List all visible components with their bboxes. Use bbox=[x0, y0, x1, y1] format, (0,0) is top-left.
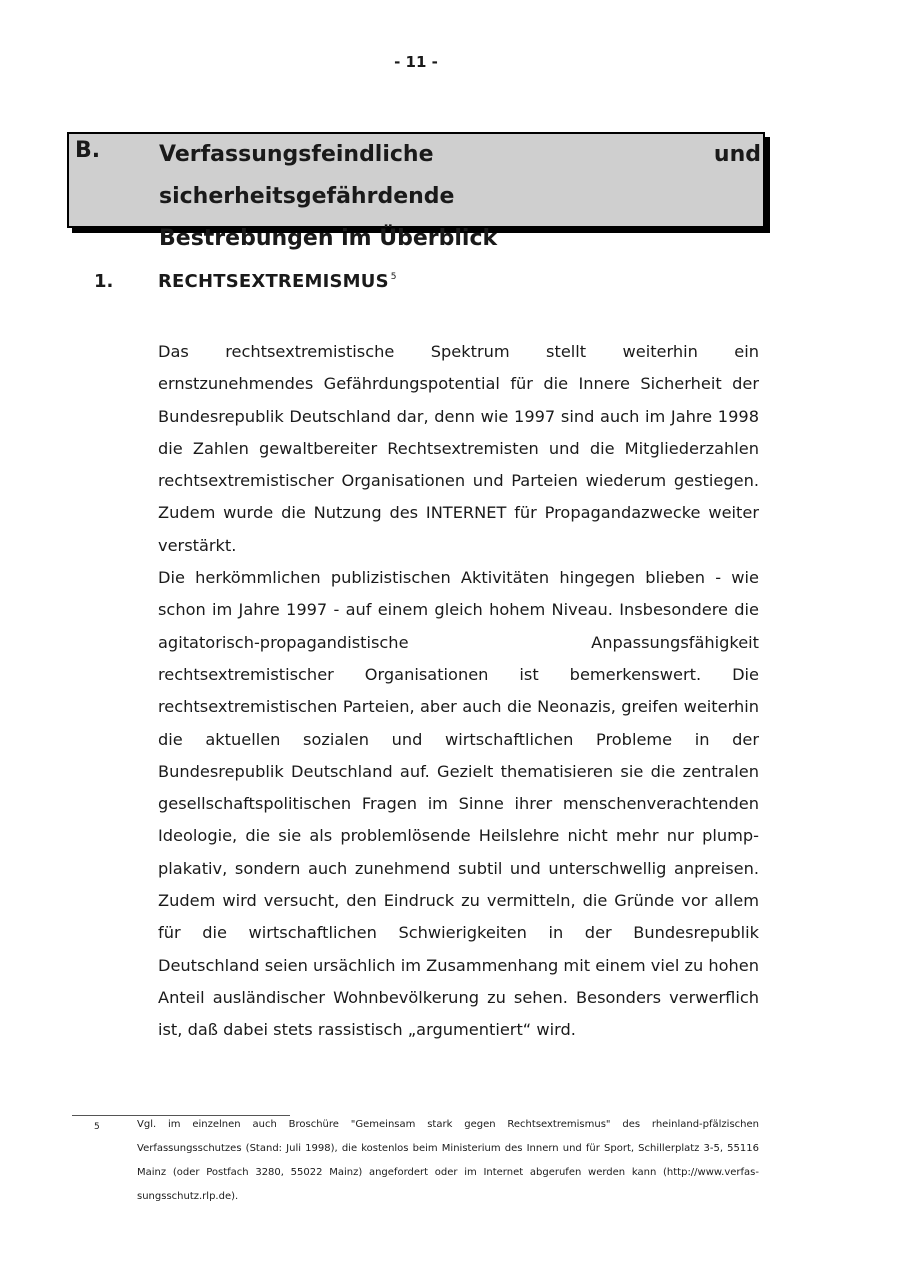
page-number: - 11 - bbox=[394, 53, 438, 71]
section-title: RECHTSEXTREMISMUS bbox=[158, 271, 389, 292]
section-heading bbox=[158, 271, 397, 292]
chapter-title bbox=[159, 134, 761, 260]
paragraph: Das rechtsextremistische Spektrum stellt weiterhin ein ernstzunehmendes Gefährdungspotential für die Innere Sicherheit der Bundesrepublik Deutschland dar, denn wie 1997 sind auch im Jahre 1998 die Zahlen gewaltbereiter Rechtsextremisten und die Mitgliederzahlen rechtsextremistischer Organisationen und Parteien wiederum gestiegen. Zudem wurde die Nutzung des INTERNET für Propagandazwecke weiter verstärkt. bbox=[158, 342, 759, 555]
footnote-mark: 5 bbox=[94, 1122, 100, 1132]
footnote-text: Vgl. im einzelnen auch Broschüre "Gemeinsam stark gegen Rechtsextremismus" des rheinland-pfälzischen Verfassungsschutzes (Stand: Juli 1998), die kostenlos beim Ministerium des Innern und für Sport, Schillerplatz 3-5, 55116 Mainz (oder Postfach 3280, 55022 Mainz) angefordert oder im Internet abgerufen werden kann (http://www.verfas-sungsschutz.rlp.de). bbox=[137, 1119, 759, 1202]
chapter-title-line-1: Verfassungsfeindliche und sicherheitsgefährdende bbox=[159, 142, 761, 209]
body-text bbox=[158, 336, 759, 1047]
chapter-title-line-2: Bestrebungen im Überblick bbox=[159, 226, 498, 251]
chapter-heading-box bbox=[67, 132, 765, 251]
section-number: 1. bbox=[94, 271, 114, 292]
paragraph: Die herkömmlichen publizistischen Aktivitäten hingegen blieben - wie schon im Jahre 1997 - auf einem gleich hohem Niveau. Insbesondere die agitatorisch-propagandistische Anpassungsfähigkeit rechtsextremistischer Organisationen ist bemerkenswert. Die rechtsextremistischen Parteien, aber auch die Neonazis, greifen weiterhin die aktuellen sozialen und wirtschaftlichen Probleme in der Bundesrepublik Deutschland auf. Gezielt thematisieren sie die zentralen gesellschaftspolitischen Fragen im Sinne ihrer menschenverachtenden Ideologie, die sie als problemlösende Heilslehre nicht mehr nur plump-plakativ, sondern auch zunehmend subtil und unterschwellig anpreisen. Zudem wird versucht, den Eindruck zu vermitteln, die Gründe vor allem für die wirtschaftlichen Schwierigkeiten in der Bundesrepublik Deutschland seien ursächlich im Zusammenhang mit einem viel zu hohen Anteil ausländischer Wohnbevölkerung zu sehen. Besonders verwerflich ist, daß dabei stets rassistisch „argumentiert“ wird. bbox=[158, 568, 760, 1040]
chapter-letter: B. bbox=[75, 138, 101, 163]
footnote-reference[interactable]: 5 bbox=[390, 272, 397, 282]
